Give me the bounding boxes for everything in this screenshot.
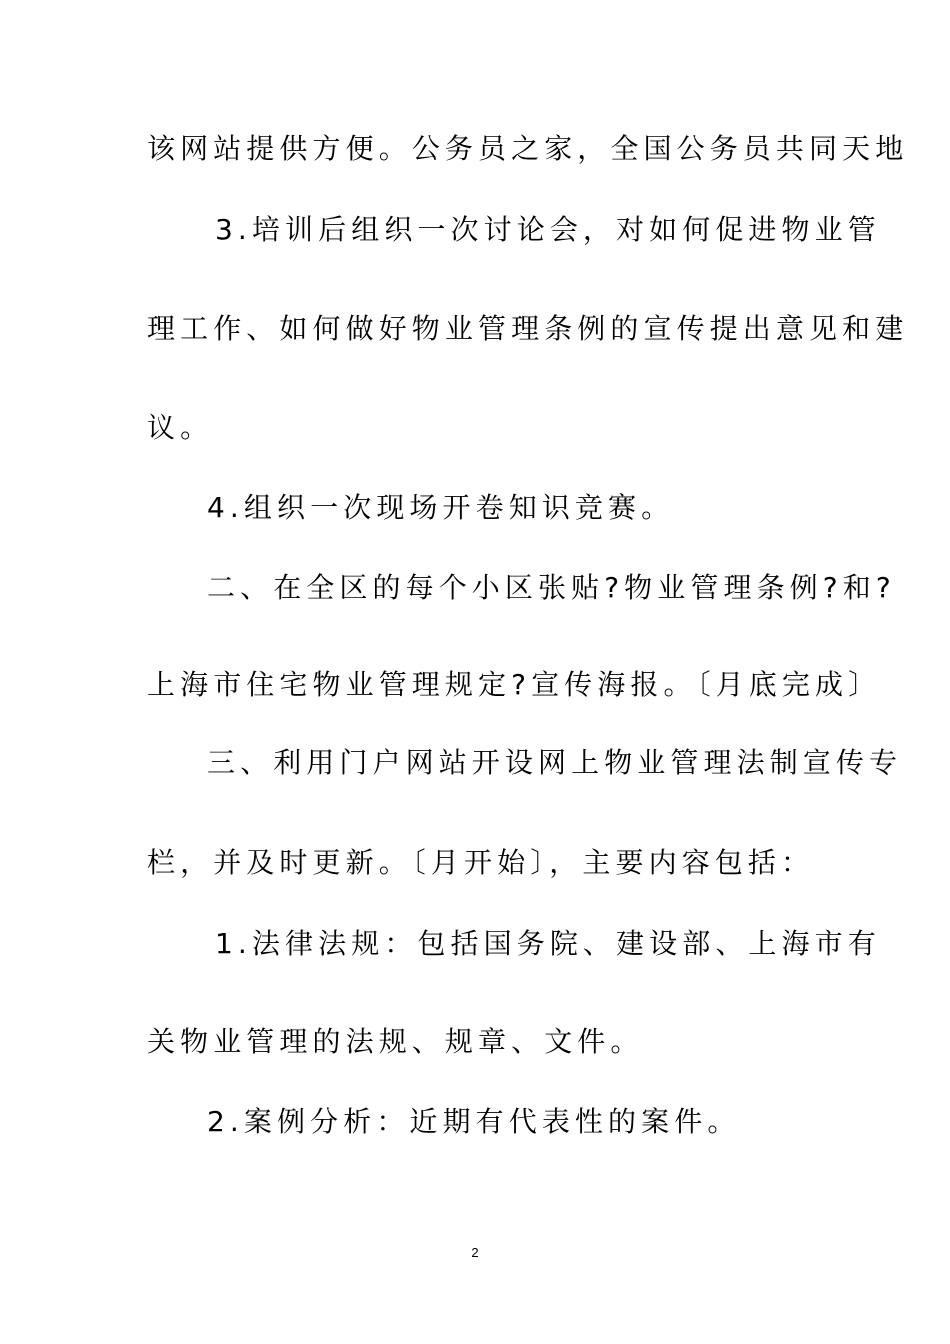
text-line-8: 三、利用门户网站开设网上物业管理法制宣传专 bbox=[207, 746, 903, 779]
text-line-4: 议。 bbox=[147, 411, 214, 444]
text-line-12: 2.案例分析：近期有代表性的案件。 bbox=[207, 1105, 741, 1138]
text-line-10: 1.法律法规：包括国务院、建设部、上海市有 bbox=[215, 927, 881, 960]
text-line-6: 二、在全区的每个小区张贴?物业管理条例?和? bbox=[207, 571, 896, 604]
page-number: 2 bbox=[471, 1245, 479, 1260]
text-line-11: 关物业管理的法规、规章、文件。 bbox=[147, 1025, 644, 1058]
text-line-5: 4.组织一次现场开卷知识竞赛。 bbox=[207, 491, 675, 524]
text-line-1: 该网站提供方便。公务员之家，全国公务员共同天地 bbox=[147, 132, 909, 165]
text-line-9: 栏，并及时更新。〔月开始〕，主要内容包括： bbox=[147, 846, 815, 879]
text-line-7: 上海市住宅物业管理规定?宣传海报。〔月底完成〕 bbox=[147, 668, 882, 701]
text-line-3: 理工作、如何做好物业管理条例的宣传提出意见和建 bbox=[147, 312, 909, 345]
text-line-2: 3.培训后组织一次讨论会，对如何促进物业管 bbox=[215, 213, 881, 246]
